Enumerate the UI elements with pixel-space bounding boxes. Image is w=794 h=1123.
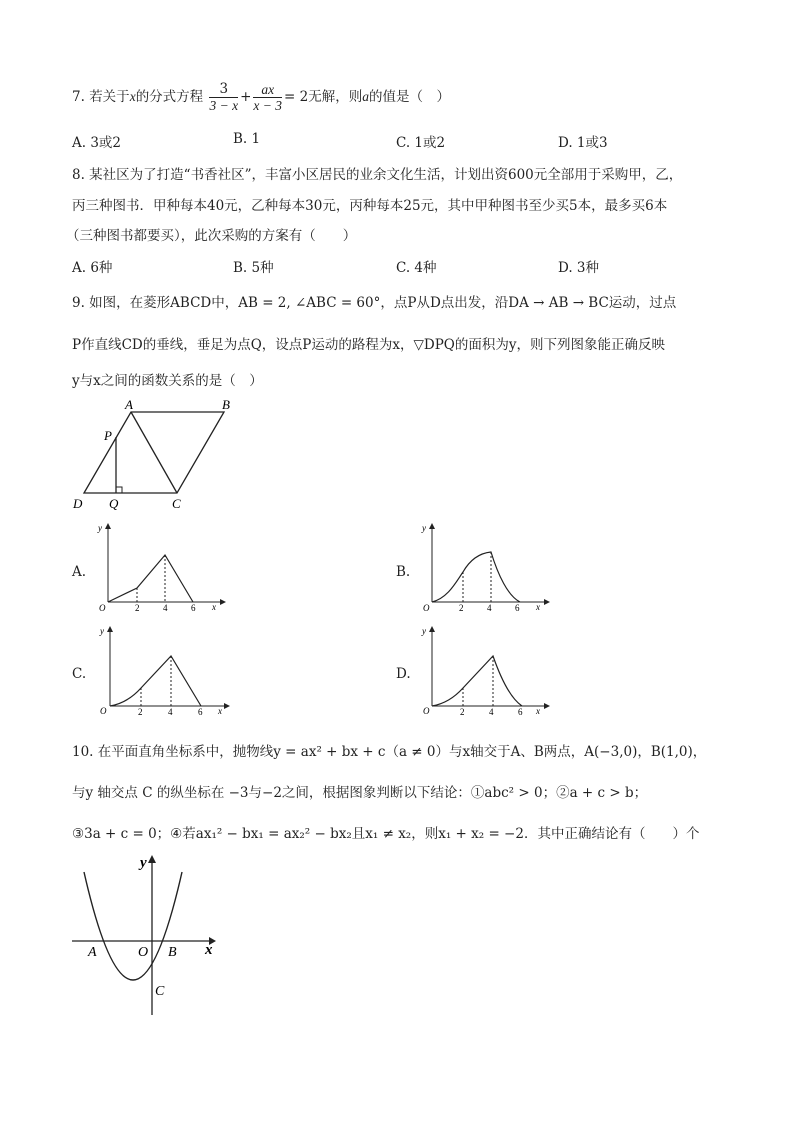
q7-fraction-1 — [209, 82, 238, 113]
q8-line-1: 8. 某社区为了打造“书香社区”，丰富小区居民的业余文化生活，计划出资600元全部用于采购甲，乙， — [72, 167, 683, 183]
q9-line-2: P作直线CD的垂线，垂足为点Q，设点P运动的路程为x，▽DPQ的面积为y，则下列图象能正确反映 — [72, 337, 665, 353]
q7-var-a: a — [362, 89, 369, 104]
origin-label: O — [100, 706, 107, 716]
tick-4: 4 — [168, 707, 173, 716]
label-x: x — [205, 942, 213, 958]
q7-f1-den: 3 − x — [209, 98, 239, 113]
axis-y-label: y — [422, 523, 426, 533]
origin-label: O — [423, 706, 430, 716]
axis-x-label: x — [218, 706, 222, 716]
q7-text-eq: = 2无解，则 — [284, 89, 363, 105]
q7-option-b[interactable]: B. 1 — [233, 131, 261, 147]
tick-2: 2 — [460, 707, 465, 716]
axis-x-label: x — [536, 706, 540, 716]
q8-option-b[interactable]: B. 5种 — [233, 260, 274, 276]
tick-6: 6 — [515, 603, 520, 612]
axis-x-label: x — [212, 602, 216, 612]
rhombus-figure — [66, 396, 246, 516]
q7-fraction-2 — [253, 82, 282, 113]
q8-option-d[interactable]: D. 3种 — [558, 260, 600, 276]
origin-label: O — [423, 603, 430, 612]
axis-x-label: x — [536, 602, 540, 612]
q7-text-mid: 的分式方程 — [135, 89, 204, 105]
q9-graph-label-b[interactable]: B. — [396, 564, 411, 580]
q7-option-a[interactable]: A. 3或2 — [72, 135, 122, 151]
tick-4: 4 — [489, 707, 494, 716]
q7-f1-num: 3 — [209, 82, 238, 98]
q10-line-3: ③3a + c = 0；④若ax₁² − bx₁ = ax₂² − bx₂且x₁ ≠ x₂，则x₁ + x₂ = −2．其中正确结论有（ ）个 — [72, 826, 700, 842]
origin-label: O — [99, 603, 106, 612]
q7-f2-den: x − 3 — [253, 98, 283, 113]
label-y: y — [140, 855, 147, 871]
q7-text-post: 的值是（ ） — [368, 89, 450, 105]
q7-text-pre: 若关于 — [89, 89, 130, 105]
label-a-point: A — [88, 945, 97, 960]
axis-y-label: y — [100, 626, 104, 636]
graph-c[interactable] — [92, 622, 232, 716]
tick-2: 2 — [135, 603, 140, 612]
label-a: A — [125, 397, 133, 412]
right-angle-mark — [116, 487, 122, 493]
q9-graph-label-c[interactable]: C. — [72, 666, 87, 682]
q8-line-3: （三种图书都要买），此次采购的方案有（ ） — [66, 228, 357, 244]
q8-line-2: 丙三种图书．甲种每本40元，乙种每本30元，丙种每本25元，其中甲种图书至少买5本，最多买6本 — [72, 198, 668, 214]
q7-option-c[interactable]: C. 1或2 — [396, 135, 446, 151]
parabola-curve — [84, 872, 182, 980]
label-d: D — [73, 496, 83, 511]
axis-y-label: y — [98, 523, 102, 533]
q8-option-a[interactable]: A. 6种 — [72, 260, 113, 276]
q8-option-c[interactable]: C. 4种 — [396, 260, 437, 276]
q9-line-3: y与x之间的函数关系的是（ ） — [72, 373, 263, 389]
label-b-point: B — [168, 945, 177, 960]
q7-plus: + — [240, 89, 252, 105]
label-c-point: C — [155, 984, 165, 999]
q7-var-x: x — [129, 89, 136, 104]
axis-y-label: y — [422, 626, 426, 636]
label-c: C — [172, 496, 181, 511]
tick-6: 6 — [198, 707, 203, 716]
label-q: Q — [109, 496, 119, 511]
parabola-figure — [66, 850, 226, 1020]
q7-option-d[interactable]: D. 1或3 — [558, 135, 608, 151]
question-7 — [72, 82, 450, 113]
q9-graph-label-a[interactable]: A. — [72, 564, 87, 580]
q7-number: 7. — [72, 89, 85, 105]
label-o: O — [138, 945, 149, 960]
tick-2: 2 — [459, 603, 464, 612]
q9-line-1: 9. 如图，在菱形ABCD中，AB = 2, ∠ABC = 60°，点P从D点出发，沿DA → AB → BC运动，过点 — [72, 295, 677, 311]
q10-line-1: 10. 在平面直角坐标系中，抛物线y = ax² + bx + c（a ≠ 0）与x轴交于A、B两点，A(−3,0)，B(1,0)， — [72, 744, 707, 760]
tick-4: 4 — [163, 603, 168, 612]
graph-a[interactable] — [92, 520, 227, 612]
tick-6: 6 — [518, 707, 523, 716]
graph-d[interactable] — [416, 622, 551, 716]
tick-4: 4 — [487, 603, 492, 612]
q7-f2-num: ax — [253, 82, 282, 98]
tick-6: 6 — [191, 603, 196, 612]
tick-2: 2 — [138, 707, 143, 716]
q10-line-2: 与y 轴交点 C 的纵坐标在 −3与−2之间，根据图象判断以下结论：①abc² > 0；②a + c > b； — [72, 785, 648, 801]
graph-b[interactable] — [416, 520, 551, 612]
q9-graph-label-d[interactable]: D. — [396, 666, 411, 682]
label-b: B — [222, 397, 230, 412]
diagonal-ac — [131, 412, 177, 493]
label-p: P — [104, 428, 112, 443]
